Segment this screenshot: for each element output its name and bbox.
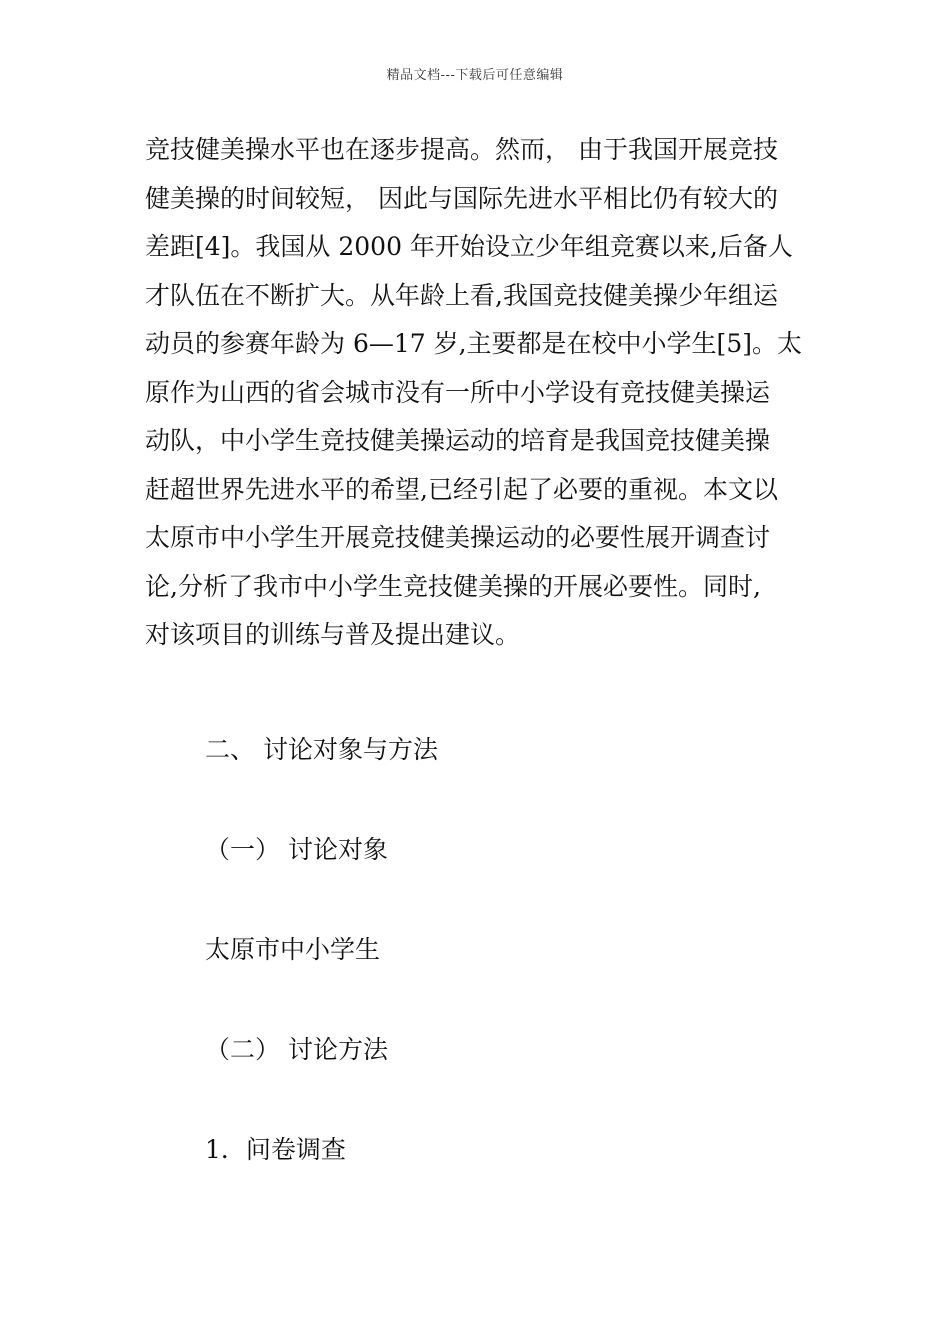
paragraph-line: 太原市中小学生开展竞技健美操运动的必要性展开调查讨 (145, 523, 771, 552)
page-header: 精品文档---下载后可任意编辑 (386, 68, 564, 83)
subsection-text: 太原市中小学生 (205, 935, 381, 964)
paragraph-line: 健美操的时间较短， 因此与国际先进水平相比仍有较大的 (145, 183, 778, 213)
section-heading: 二、 讨论对象与方法 (205, 735, 438, 764)
list-item: 1．问卷调查 (205, 1135, 346, 1164)
paragraph-line: 论,分析了我市中小学生竞技健美操的开展必要性。同时, (145, 571, 761, 601)
subsection-heading: （二） 讨论方法 (205, 1035, 388, 1064)
paragraph-line: 原作为山西的省会城市没有一所中小学设有竞技健美操运 (145, 377, 771, 407)
body-paragraph (145, 126, 810, 660)
paragraph-line: 动员的参赛年龄为 6—17 岁,主要都是在校中小学生[5]。太 (145, 329, 802, 358)
paragraph-line: 对该项目的训练与普及提出建议。 (145, 620, 521, 649)
paragraph-line: 差距[4]。我国从 2000 年开始设立少年组竞赛以来,后备人 (145, 232, 793, 261)
paragraph-line: 竞技健美操水平也在逐步提高。然而， 由于我国开展竞技 (145, 135, 778, 164)
paragraph-line: 动队，中小学生竞技健美操运动的培育是我国竞技健美操 (145, 426, 771, 455)
subsection-heading: （一） 讨论对象 (205, 835, 388, 864)
paragraph-line: 赶超世界先进水平的希望,已经引起了必要的重视。本文以 (145, 474, 778, 504)
paragraph-line: 才队伍在不断扩大。从年龄上看,我国竞技健美操少年组运 (145, 280, 778, 310)
